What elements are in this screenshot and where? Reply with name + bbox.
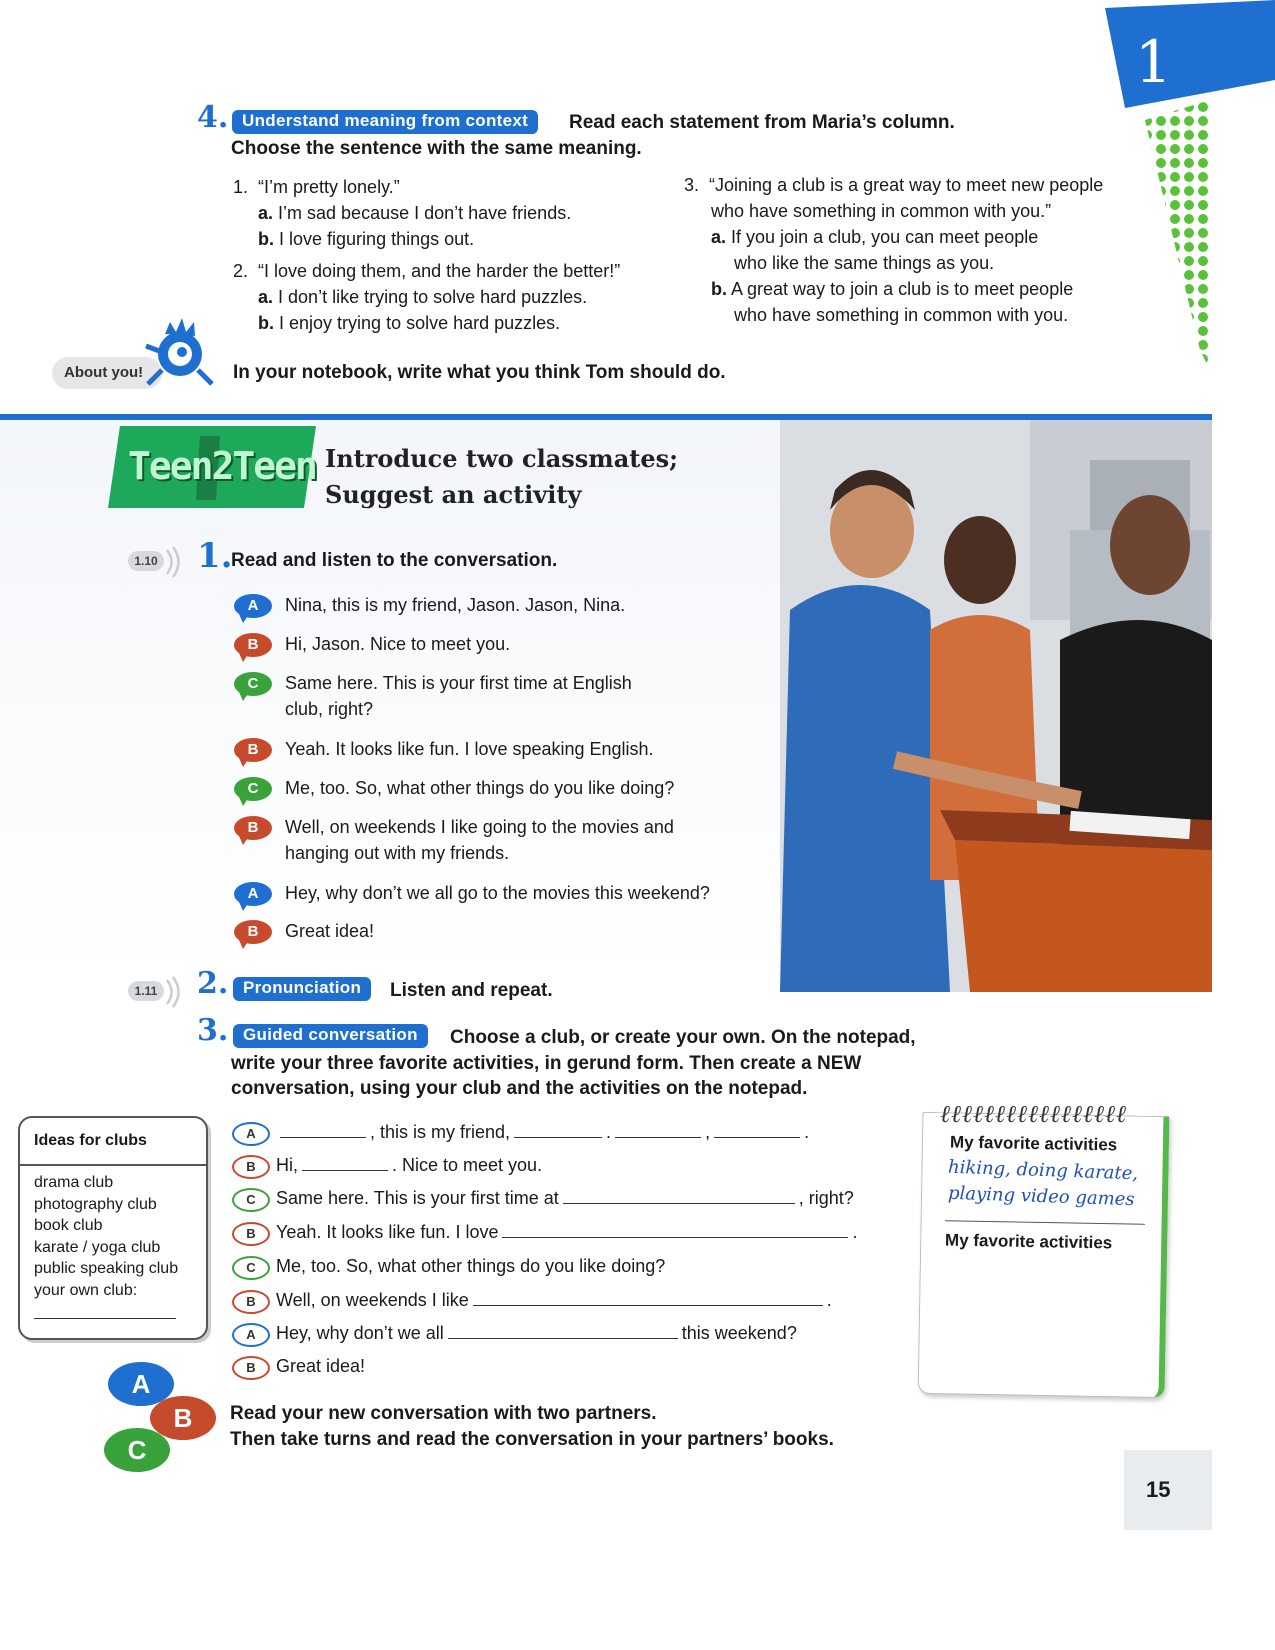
guided-text: Hey, why don’t we all — [276, 1323, 444, 1343]
ex1-instruction: Read and listen to the conversation. — [231, 550, 558, 571]
conversation-line — [285, 775, 674, 801]
guided-text: Great idea! — [276, 1356, 366, 1376]
guided-line — [276, 1186, 854, 1210]
guided-line — [276, 1321, 797, 1345]
speaker-letter: B — [246, 1360, 256, 1375]
mascot-icon — [140, 312, 220, 392]
speaker-bubble-a — [234, 594, 272, 618]
speaker-bubble-outline-b — [232, 1356, 270, 1380]
item-option-b: A great way to join a club is to meet people — [731, 279, 1074, 299]
notepad-heading-1: My favorite activities — [949, 1132, 1118, 1155]
item-option-b: I love figuring things out. — [279, 229, 475, 249]
notepad — [920, 1100, 1170, 1400]
conversation-line — [285, 631, 510, 657]
audio-waves-icon — [164, 976, 184, 1008]
speaker-letter: C — [247, 675, 259, 692]
conversation-text-cont: club, right? — [285, 699, 374, 719]
ideas-item: public speaking club — [34, 1260, 179, 1277]
about-you-text: In your notebook, write what you think Tom should do. — [233, 362, 726, 383]
page-number: 15 — [1146, 1477, 1171, 1502]
ideas-item: karate / yoga club — [34, 1238, 161, 1256]
guided-text: . — [826, 1290, 832, 1310]
conversation-text: Me, too. So, what other things do you like doing? — [285, 778, 675, 798]
item-quote: “I’m pretty lonely.” — [258, 177, 400, 197]
guided-text: Yeah. It looks like fun. I love — [276, 1222, 499, 1242]
ideas-item: photography club — [34, 1195, 157, 1213]
ideas-item: book club — [34, 1217, 103, 1234]
bubble-letter: C — [127, 1435, 147, 1465]
abc-bubbles-icon — [100, 1362, 220, 1482]
guided-text: Same here. This is your first time at — [276, 1188, 559, 1208]
answer-blank[interactable] — [714, 1121, 800, 1138]
speaker-letter: C — [246, 1192, 256, 1207]
ideas-divider — [20, 1164, 206, 1166]
ex3-instruction-3: conversation, using your club and the activities on the notepad. — [231, 1078, 808, 1099]
audio-track-1-11[interactable] — [128, 981, 164, 1001]
item-number: 1. — [233, 177, 249, 197]
speaker-bubble-b — [234, 738, 272, 762]
speaker-letter: B — [247, 923, 259, 940]
bubble-tail — [239, 614, 249, 623]
guided-line — [276, 1220, 857, 1244]
speaker-letter: B — [247, 636, 259, 653]
speaker-letter: A — [246, 1327, 256, 1342]
classroom-photo — [780, 420, 1212, 992]
speaker-bubble-outline-a — [232, 1122, 270, 1146]
conversation-line — [285, 592, 625, 618]
ex4-instruction-1: Read each statement from Maria’s column. — [569, 112, 955, 133]
speaker-bubble-a — [234, 882, 272, 906]
ex4-skill-label: Understand meaning from context — [232, 110, 538, 134]
notepad-handwriting-2: playing video games — [947, 1182, 1135, 1211]
speaker-letter: B — [247, 741, 259, 758]
guided-text: . — [804, 1122, 810, 1142]
teen2teen-logo-text: Teen2Teen — [128, 444, 316, 488]
guided-line — [276, 1354, 365, 1378]
ex1-number: 1. — [197, 536, 233, 576]
ex4-instruction-2: Choose the sentence with the same meaning. — [231, 138, 642, 159]
audio-track-number: 1.10 — [134, 554, 158, 568]
item-option-a-cont: who like the same things as you. — [734, 253, 995, 273]
speaker-bubble-outline-a — [232, 1323, 270, 1347]
conversation-text: Hi, Jason. Nice to meet you. — [285, 634, 511, 654]
bubble-tail — [239, 797, 249, 806]
guided-text: , — [705, 1122, 711, 1142]
answer-blank[interactable] — [615, 1121, 701, 1138]
bubble-tail — [239, 692, 249, 701]
speaker-bubble-outline-c — [232, 1256, 270, 1280]
ex3-number: 3. — [197, 1013, 229, 1048]
answer-blank[interactable] — [563, 1187, 795, 1204]
speaker-bubble-b — [234, 920, 272, 944]
ex2-skill-label: Pronunciation — [233, 977, 371, 1001]
final-instruction-1: Read your new conversation with two partners. — [230, 1403, 657, 1424]
ex4-item-2: 2. “I love doing them, and the harder the better!” a. I don’t like trying to solve hard puzzles. b. I enjoy trying to solve hard puzzles. — [233, 261, 621, 333]
answer-blank[interactable] — [448, 1322, 678, 1339]
conversation-line — [285, 670, 632, 722]
speaker-letter: B — [247, 819, 259, 836]
guided-text: this weekend? — [681, 1323, 797, 1343]
answer-blank[interactable] — [514, 1121, 602, 1138]
teen2teen-title-1: Introduce two classmates; — [325, 444, 678, 473]
speaker-letter: B — [246, 1159, 256, 1174]
notepad-spiral: ℓℓℓℓℓℓℓℓℓℓℓℓℓℓℓℓℓ — [940, 1100, 1127, 1128]
ex4-item-3: 3. “Joining a club is a great way to meet new people who have something in common with you.” a. If you join a club, you can meet people who like the same things as you. b. A great way to join a club is to meet people who have something in common with you. — [684, 172, 1154, 328]
notepad-heading-2: My favorite activities — [944, 1230, 1113, 1253]
conversation-text: Great idea! — [285, 921, 375, 941]
ideas-item: drama club — [34, 1174, 114, 1191]
speaker-letter: A — [246, 1126, 256, 1141]
ex3-instruction-2: write your three favorite activities, in gerund form. Then create a NEW — [231, 1053, 862, 1074]
bubble-letter: A — [131, 1369, 151, 1399]
speaker-letter: A — [247, 885, 259, 902]
teen2teen-title-2: Suggest an activity — [325, 480, 582, 509]
guided-line — [276, 1153, 542, 1177]
audio-waves-icon — [164, 546, 184, 578]
speaker-letter: B — [246, 1294, 256, 1309]
ex2-number: 2. — [197, 966, 229, 1001]
ex4-number: 4. — [197, 100, 229, 135]
answer-blank[interactable] — [502, 1221, 848, 1238]
speaker-letter: C — [246, 1260, 256, 1275]
speaker-bubble-c — [234, 672, 272, 696]
guided-text: Well, on weekends I like — [276, 1290, 469, 1310]
conversation-text: Well, on weekends I like going to the movies and — [285, 817, 674, 837]
ex4-item-1: 1. “I’m pretty lonely.” a. I’m sad because I don’t have friends. b. I love figuring things out. — [233, 177, 572, 249]
unit-number: 1 — [1135, 28, 1172, 96]
guided-text: Me, too. So, what other things do you like doing? — [276, 1256, 666, 1276]
bubble-tail — [239, 836, 249, 845]
answer-blank[interactable] — [302, 1154, 388, 1171]
item-number: 2. — [233, 261, 249, 281]
final-instruction-2: Then take turns and read the conversation in your partners’ books. — [230, 1429, 834, 1450]
speaker-bubble-b — [234, 633, 272, 657]
guided-line — [276, 1254, 665, 1278]
bubble-tail — [239, 902, 249, 911]
conversation-text: Nina, this is my friend, Jason. Jason, Nina. — [285, 595, 626, 615]
bubble-tail — [239, 653, 249, 662]
item-option-a: I don’t like trying to solve hard puzzles. — [278, 287, 588, 307]
ideas-list — [34, 1172, 178, 1301]
guided-text: . Nice to meet you. — [392, 1155, 543, 1175]
ex3-skill-label: Guided conversation — [233, 1024, 428, 1048]
item-option-b-cont: who have something in common with you. — [734, 305, 1069, 325]
conversation-text: Hey, why don’t we all go to the movies this weekend? — [285, 883, 710, 903]
item-option-b: I enjoy trying to solve hard puzzles. — [279, 313, 561, 333]
unit-tab — [1105, 0, 1275, 110]
notepad-page — [918, 1112, 1170, 1398]
conversation-text: Same here. This is your first time at English — [285, 673, 632, 693]
guided-text: Hi, — [276, 1155, 298, 1175]
ideas-title: Ideas for clubs — [34, 1132, 147, 1149]
bubble-letter: B — [173, 1403, 193, 1433]
speaker-bubble-outline-b — [232, 1155, 270, 1179]
about-you-label: About you! — [64, 364, 144, 381]
notepad-handwriting-1: hiking, doing karate, — [947, 1156, 1139, 1185]
speaker-bubble-outline-b — [232, 1290, 270, 1314]
unit-tab-shape — [1105, 0, 1275, 110]
audio-track-1-10[interactable] — [128, 551, 164, 571]
conversation-line — [285, 736, 654, 762]
speaker-letter: A — [247, 597, 259, 614]
teen2teen-logo — [108, 424, 316, 508]
own-club-blank[interactable] — [34, 1318, 176, 1319]
ex3-instruction-1: Choose a club, or create your own. On the notepad, — [450, 1027, 916, 1048]
ideas-item: your own club: — [34, 1281, 138, 1299]
guided-text: . — [852, 1222, 858, 1242]
audio-track-number: 1.11 — [134, 984, 158, 998]
speaker-letter: B — [246, 1226, 256, 1241]
speaker-bubble-outline-c — [232, 1188, 270, 1212]
speaker-bubble-c — [234, 777, 272, 801]
answer-blank[interactable] — [473, 1289, 823, 1306]
photo-illustration — [780, 420, 1212, 992]
guided-text: . — [606, 1122, 612, 1142]
bubble-tail — [239, 758, 249, 767]
bubble-tail — [239, 940, 249, 949]
speaker-bubble-b — [234, 816, 272, 840]
item-quote: “I love doing them, and the harder the better!” — [258, 261, 621, 281]
ideas-for-clubs-box — [18, 1116, 208, 1340]
conversation-line — [285, 814, 674, 866]
item-quote: “Joining a club is a great way to meet new people — [709, 175, 1104, 195]
conversation-text: Yeah. It looks like fun. I love speaking English. — [285, 739, 654, 759]
conversation-line — [285, 880, 710, 906]
conversation-line — [285, 918, 374, 944]
item-option-a: I’m sad because I don’t have friends. — [278, 203, 572, 223]
item-quote-cont: who have something in common with you.” — [711, 201, 1052, 221]
ex2-instruction: Listen and repeat. — [390, 980, 553, 1001]
answer-blank[interactable] — [280, 1121, 366, 1138]
guided-line — [276, 1288, 832, 1312]
item-option-a: If you join a club, you can meet people — [731, 227, 1039, 247]
conversation-text-cont: hanging out with my friends. — [285, 843, 510, 863]
bubble-c — [104, 1428, 170, 1472]
speaker-bubble-outline-b — [232, 1222, 270, 1246]
item-number: 3. — [684, 175, 700, 195]
guided-text: , this is my friend, — [370, 1122, 511, 1142]
guided-line — [276, 1120, 809, 1144]
speaker-letter: C — [247, 780, 259, 797]
guided-text: , right? — [798, 1188, 854, 1208]
